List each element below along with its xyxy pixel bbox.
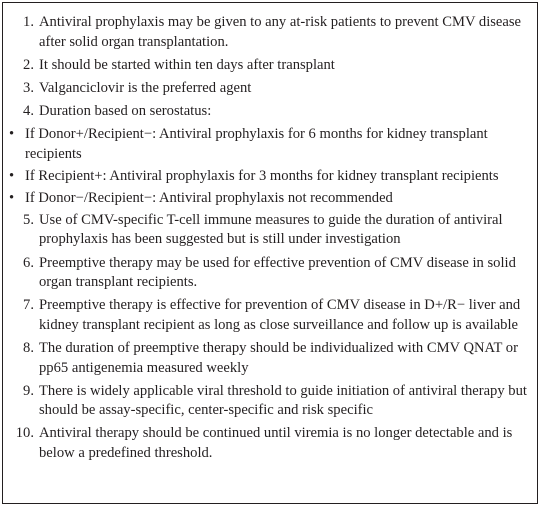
list-item-9 (3, 382, 537, 421)
bullet-marker: • (9, 125, 15, 142)
list-item-6 (3, 254, 537, 293)
bullet-marker: • (9, 189, 15, 206)
item-text: Antiviral prophylaxis may be given to any at-risk patients to prevent CMV disease after solid organ transplantation. (39, 14, 522, 50)
item-number: 5. (23, 211, 34, 228)
bullet-item-donor-pos-recipient-neg (3, 125, 537, 164)
bullet-item-recipient-pos (3, 167, 537, 187)
item-text: It should be started within ten days after transplant (39, 56, 335, 73)
item-text: Valganciclovir is the preferred agent (39, 79, 252, 96)
bullet-marker: • (9, 167, 15, 184)
list-item-7 (3, 296, 537, 335)
list-item-8 (3, 339, 537, 378)
item-number: 2. (23, 56, 34, 73)
item-number: 8. (23, 339, 34, 356)
item-text: Preemptive therapy may be used for effective prevention of CMV disease in solid organ transplant recipients. (39, 254, 516, 291)
item-number: 4. (23, 102, 34, 119)
item-text: Duration based on serostatus: (39, 102, 212, 119)
item-text: Use of CMV-specific T-cell immune measures to guide the duration of antiviral prophylaxis has been suggested but is still under investigation (39, 211, 503, 248)
item-number: 9. (23, 382, 34, 399)
item-text: Antiviral therapy should be continued until viremia is no longer detectable and is below a predefined threshold. (39, 425, 513, 461)
item-text: There is widely applicable viral threshold to guide initiation of antiviral therapy but should be assay-specific, center-specific and risk specific (39, 382, 527, 419)
item-text: The duration of preemptive therapy should be individualized with CMV QNAT or pp65 antigenemia measured weekly (39, 339, 518, 376)
list-item-3 (3, 79, 537, 99)
recommendations-box (2, 2, 538, 504)
item-number: 10. (15, 425, 34, 442)
item-text: Preemptive therapy is effective for prevention of CMV disease in D+/R− liver and kidney transplant recipient as long as close surveillance and follow up is available (39, 297, 521, 333)
list-item-2 (3, 56, 537, 76)
item-number: 7. (23, 297, 34, 314)
item-number: 6. (23, 254, 34, 271)
list-item-4 (3, 102, 537, 122)
bullet-item-donor-neg-recipient-neg (3, 189, 537, 209)
item-text: If Donor+/Recipient−: Antiviral prophylaxis for 6 months for kidney transplant recipients (25, 125, 488, 162)
list-item-10 (3, 424, 537, 463)
item-text: If Donor−/Recipient−: Antiviral prophylaxis not recommended (25, 189, 393, 206)
item-number: 1. (23, 14, 34, 30)
recommendations-list (3, 13, 537, 467)
item-number: 3. (23, 79, 34, 96)
item-text: If Recipient+: Antiviral prophylaxis for 3 months for kidney transplant recipients (25, 167, 499, 184)
list-item-5 (3, 211, 537, 250)
list-item-1 (3, 13, 537, 52)
